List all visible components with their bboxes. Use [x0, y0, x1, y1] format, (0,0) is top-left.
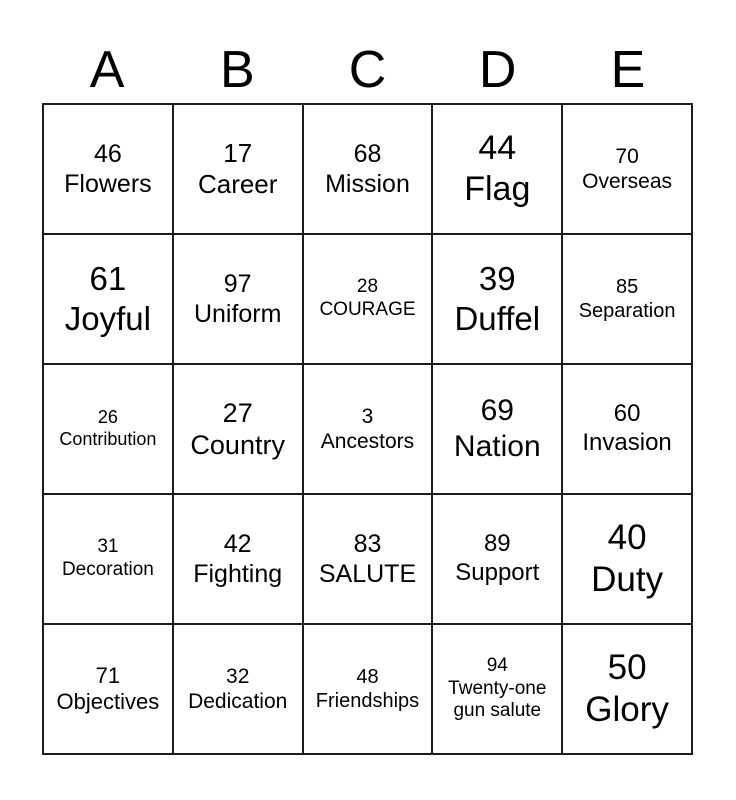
cell-number: 60: [613, 400, 641, 428]
bingo-cell[interactable]: [432, 234, 562, 364]
cell-number: 94: [486, 654, 508, 676]
cell-number: 83: [353, 530, 382, 558]
cell-word: Flowers: [64, 170, 152, 198]
cell-word: Overseas: [582, 170, 673, 193]
bingo-cell[interactable]: [43, 364, 173, 494]
cell-word: Glory: [585, 690, 669, 729]
cell-word: Invasion: [582, 429, 672, 456]
bingo-cell[interactable]: [303, 624, 433, 754]
bingo-cell[interactable]: [173, 364, 303, 494]
bingo-cell[interactable]: [562, 234, 692, 364]
cell-word: Twenty-one gun salute: [448, 677, 547, 722]
bingo-cell[interactable]: [303, 494, 433, 624]
bingo-cell[interactable]: [303, 234, 433, 364]
cell-number: 61: [89, 260, 127, 298]
cell-number: 48: [356, 666, 379, 688]
bingo-cell[interactable]: [303, 364, 433, 494]
cell-word: Separation: [578, 300, 676, 322]
bingo-cell[interactable]: [562, 364, 692, 494]
column-header-b: B: [219, 41, 255, 99]
cell-number: 39: [478, 260, 516, 298]
column-header-e: E: [610, 41, 646, 99]
cell-word: SALUTE: [318, 560, 417, 588]
cell-word: Joyful: [64, 300, 151, 337]
bingo-cell[interactable]: [562, 494, 692, 624]
cell-number: 89: [483, 530, 511, 558]
bingo-cell[interactable]: [43, 624, 173, 754]
cell-number: 28: [356, 276, 379, 298]
cell-number: 70: [615, 144, 639, 168]
cell-word: Contribution: [59, 429, 157, 449]
bingo-cell[interactable]: [173, 624, 303, 754]
cell-word: Fighting: [193, 560, 283, 588]
cell-number: 85: [615, 276, 639, 298]
cell-word: Duty: [591, 560, 664, 599]
bingo-cell[interactable]: [562, 104, 692, 234]
bingo-grid: [42, 103, 693, 755]
cell-word: Ancestors: [320, 430, 415, 453]
bingo-cell[interactable]: [432, 624, 562, 754]
bingo-card: [42, 40, 693, 755]
cell-number: 50: [607, 648, 647, 687]
cell-number: 40: [607, 518, 647, 557]
bingo-cell[interactable]: [432, 494, 562, 624]
cell-number: 44: [478, 129, 517, 168]
cell-number: 26: [97, 407, 118, 428]
cell-word: Nation: [453, 430, 541, 463]
cell-word: Uniform: [193, 300, 282, 328]
cell-number: 69: [480, 394, 514, 427]
bingo-cell[interactable]: [43, 104, 173, 234]
cell-number: 97: [223, 270, 252, 298]
cell-number: 27: [222, 397, 253, 428]
bingo-cell[interactable]: [43, 234, 173, 364]
cell-word: Decoration: [61, 559, 154, 580]
bingo-cell[interactable]: [43, 494, 173, 624]
bingo-cell[interactable]: [173, 234, 303, 364]
bingo-cell[interactable]: [173, 494, 303, 624]
bingo-cell[interactable]: [562, 624, 692, 754]
column-headers: [42, 40, 693, 100]
bingo-cell[interactable]: [303, 104, 433, 234]
cell-number: 68: [353, 140, 382, 168]
cell-word: Mission: [325, 170, 410, 198]
cell-number: 32: [226, 664, 250, 688]
cell-word: Friendships: [315, 690, 420, 712]
cell-number: 3: [361, 404, 374, 428]
cell-word: Country: [190, 430, 285, 460]
cell-number: 31: [97, 536, 119, 558]
cell-word: Dedication: [188, 690, 288, 713]
cell-word: Career: [197, 169, 278, 199]
cell-number: 71: [95, 662, 121, 688]
cell-number: 42: [223, 530, 252, 558]
cell-word: Flag: [464, 170, 531, 208]
cell-word: Support: [455, 559, 540, 586]
cell-word: Duffel: [454, 300, 541, 337]
cell-number: 17: [223, 137, 253, 168]
cell-word: Objectives: [56, 689, 160, 714]
column-header-a: A: [89, 41, 125, 99]
column-header-d: D: [478, 41, 517, 99]
cell-word: COURAGE: [319, 299, 416, 320]
bingo-cell[interactable]: [432, 104, 562, 234]
cell-number: 46: [93, 140, 122, 168]
bingo-cell[interactable]: [173, 104, 303, 234]
bingo-cell[interactable]: [432, 364, 562, 494]
column-header-c: C: [348, 41, 387, 99]
